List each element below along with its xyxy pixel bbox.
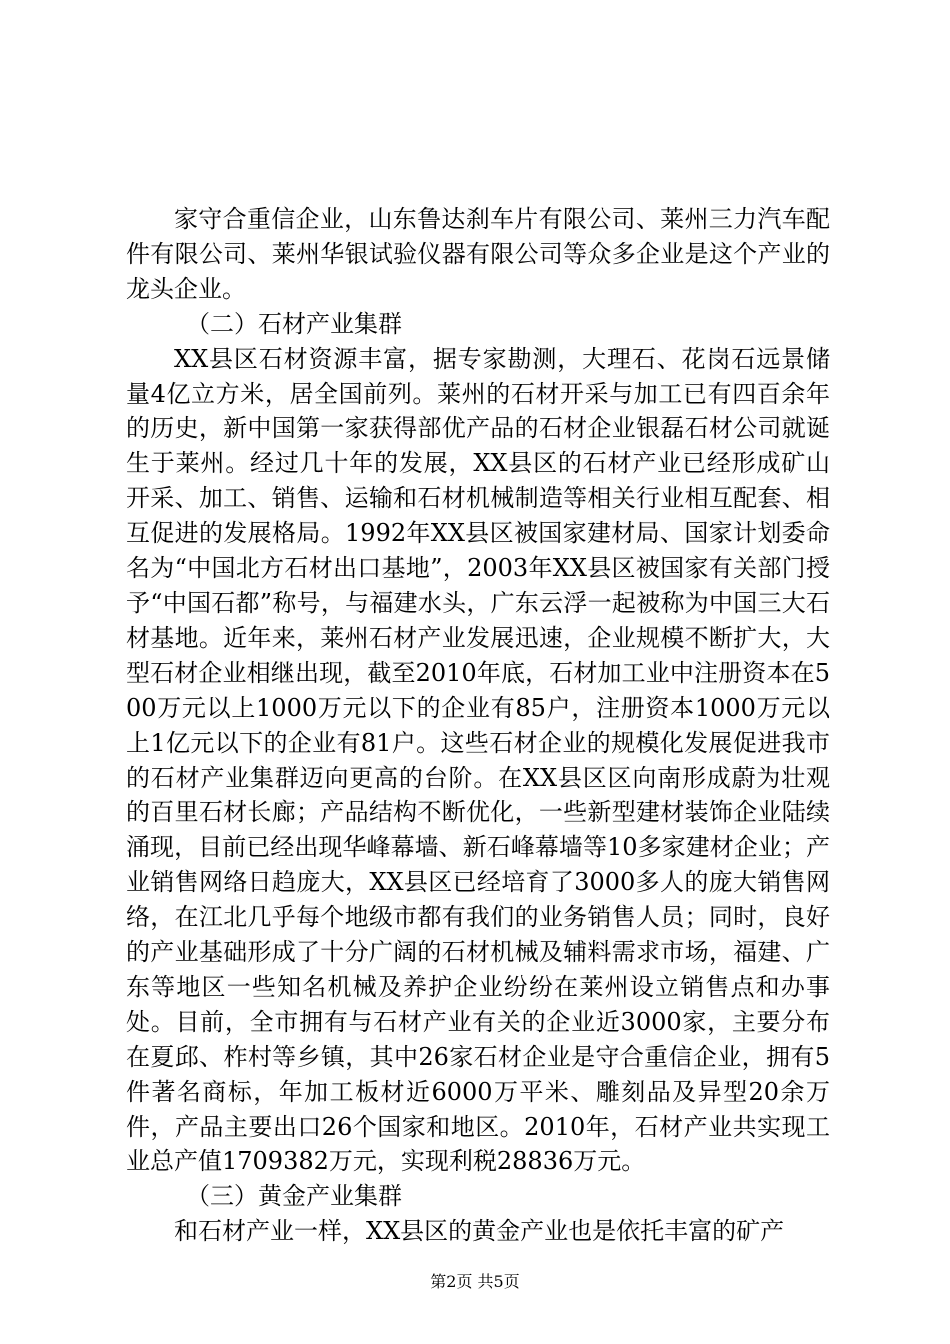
paragraph-gold-industry: 和石材产业一样，XX县区的黄金产业也是依托丰富的矿产 — [174, 1217, 785, 1246]
paragraph-intro: 家守合重信企业，山东鲁达刹车片有限公司、莱州三力汽车配件有限公司、莱州华银试验仪器有限公司等众多企业是这个产业的龙头企业。 — [126, 205, 830, 303]
paragraph-stone-industry: XX县区石材资源丰富，据专家勘测，大理石、花岗石远景储量4亿立方米，居全国前列。莱州的石材开采与加工已有四百余年的历史，新中国第一家获得部优产品的石材企业银磊石材公司就诞生于莱州。经过几十年的发展，XX县区的石材产业已经形成矿山开采、加工、销售、运输和石材机械制造等相关行业相互配套、相互促进的发展格局。1992年XX县区被国家建材局、国家计划委命名为“中国北方石材出口基地”，2003年XX县区被国家有关部门授予“中国石都”称号，与福建水头，广东云浮一起被称为中国三大石材基地。近年来，莱州石材产业发展迅速，企业规模不断扩大，大型石材企业相继出现，截至2010年底，石材加工业中注册资本在500万元以上1000万元以下的企业有85户，注册资本1000万元以上1亿元以下的企业有81户。这些石材企业的规模化发展促进我市的石材产业集群迈向更高的台阶。在XX县区区向南形成蔚为壮观的百里石材长廊；产品结构不断优化，一些新型建材装饰企业陆续涌现，目前已经出现华峰幕墙、新石峰幕墙等10多家建材企业；产业销售网络日趋庞大，XX县区已经培育了3000多人的庞大销售网络，在江北几乎每个地级市都有我们的业务销售人员；同时，良好的产业基础形成了十分广阔的石材机械及辅料需求市场，福建、广东等地区一些知名机械及养护企业纷纷在莱州设立销售点和办事处。目前，全市拥有与石材产业有关的企业近3000家，主要分布在夏邱、柞村等乡镇，其中26家石材企业是守合重信企业，拥有5件著名商标，年加工板材近6000万平米、雕刻品及异型20余万件，产品主要出口26个国家和地区。2010年，石材产业共实现工业总产值1709382万元，实现利税28836万元。 — [126, 344, 830, 1176]
section-heading-stone: （二）石材产业集群 — [186, 309, 402, 338]
page-number-footer: 第2页 共5页 — [430, 1272, 520, 1291]
document-body — [126, 202, 830, 1249]
section-heading-gold: （三）黄金产业集群 — [186, 1182, 402, 1211]
